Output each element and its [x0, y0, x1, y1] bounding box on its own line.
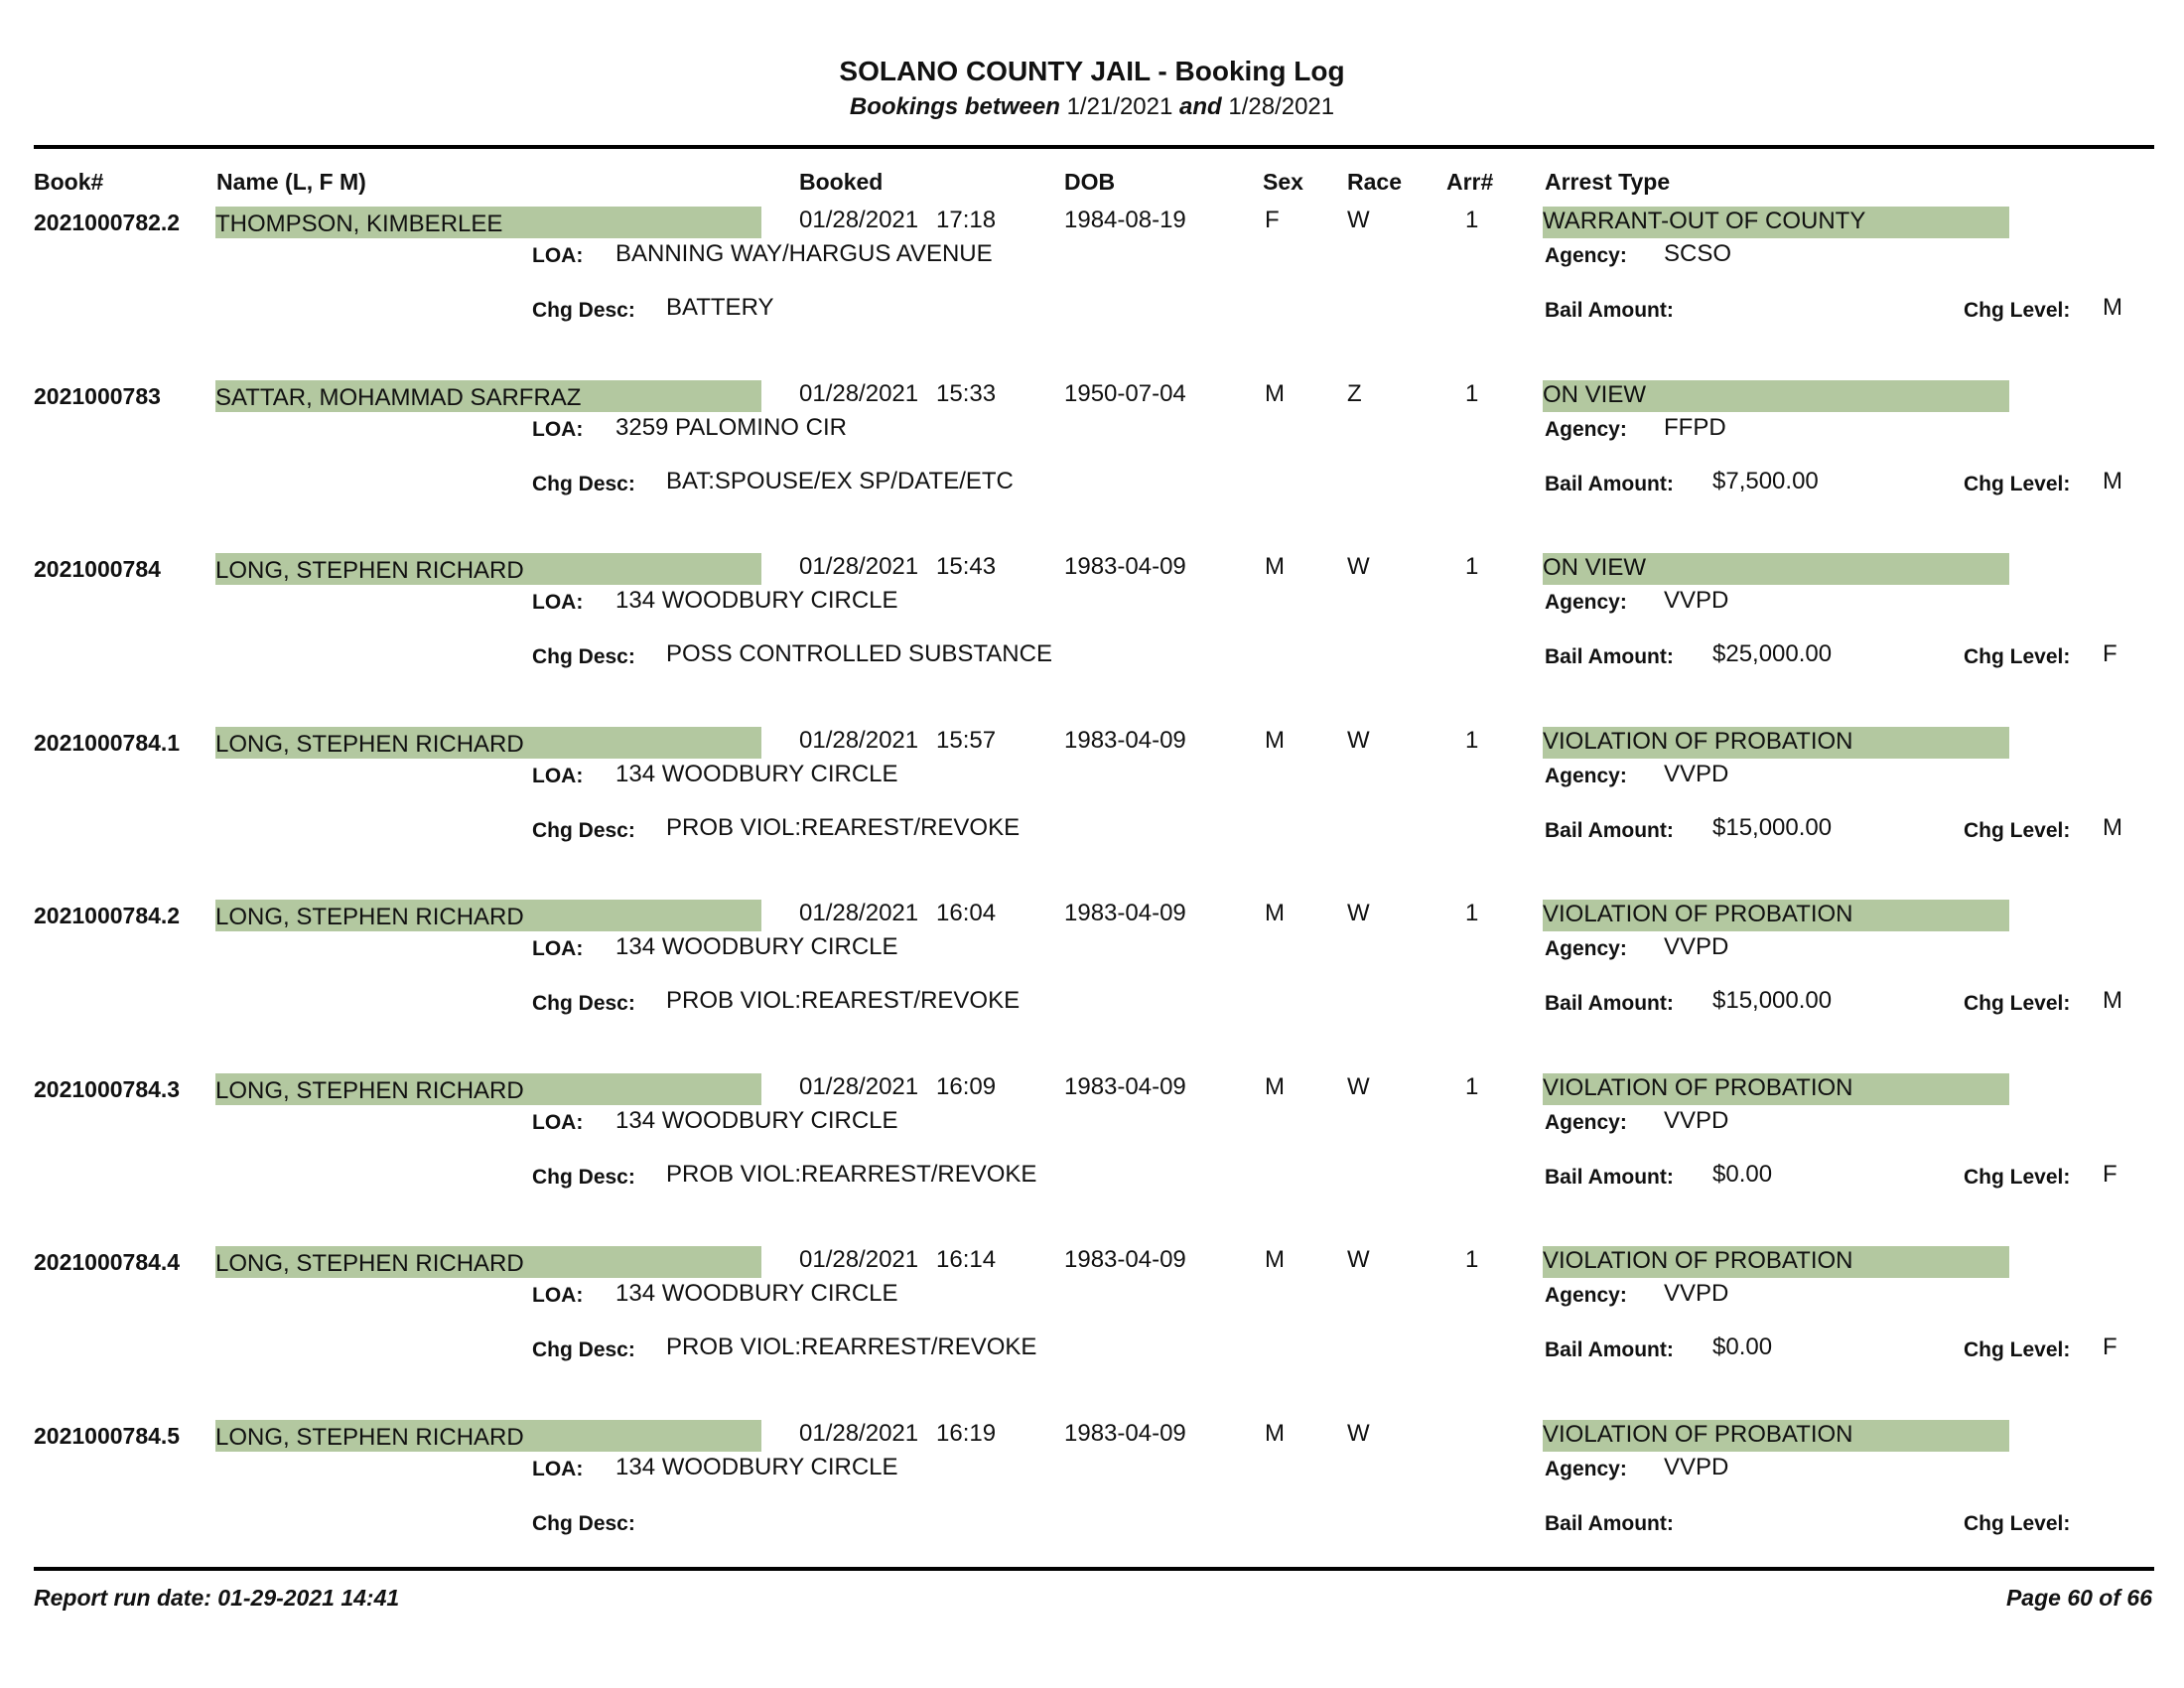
chg-desc-value: BATTERY	[666, 294, 774, 321]
booked-date: 01/28/2021	[799, 553, 919, 580]
booking-record	[0, 1216, 2184, 1390]
bail-label: Bail Amount:	[1545, 645, 1674, 668]
chg-desc-label: Chg Desc:	[532, 1165, 635, 1189]
arrest-type: WARRANT-OUT OF COUNTY	[1543, 207, 2009, 238]
booking-record	[0, 1390, 2184, 1564]
report-run-date: Report run date: 01-29-2021 14:41	[34, 1585, 400, 1611]
book-number: 2021000784.1	[34, 729, 181, 756]
race-value: W	[1347, 207, 1370, 233]
booking-record	[0, 870, 2184, 1044]
arr-value: 1	[1465, 207, 1479, 233]
arr-value: 1	[1465, 553, 1479, 580]
dob-value: 1983-04-09	[1064, 553, 1186, 580]
sex-value: F	[1265, 207, 1280, 233]
loa-label: LOA:	[532, 1284, 584, 1307]
agency-label: Agency:	[1545, 1284, 1627, 1307]
col-arrest-type: Arrest Type	[1545, 169, 1671, 195]
chg-desc-label: Chg Desc:	[532, 645, 635, 668]
race-value: W	[1347, 726, 1370, 754]
inmate-name: THOMPSON, KIMBERLEE	[215, 207, 761, 238]
chg-desc-value: BAT:SPOUSE/EX SP/DATE/ETC	[666, 467, 1014, 494]
page-number: Page 60 of 66	[2005, 1585, 2152, 1611]
booked-time: 17:18	[936, 207, 997, 233]
chg-level-label: Chg Level:	[1964, 472, 2071, 495]
loa-value: 134 WOODBURY CIRCLE	[615, 760, 898, 787]
booked-time: 16:09	[936, 1072, 997, 1100]
agency-label: Agency:	[1545, 591, 1627, 614]
arr-value: 1	[1465, 1246, 1479, 1273]
chg-desc-value: PROB VIOL:REAREST/REVOKE	[666, 813, 1021, 841]
arr-value: 1	[1465, 726, 1479, 754]
book-number: 2021000784.2	[34, 903, 181, 928]
bail-value: $15,000.00	[1712, 987, 1833, 1014]
chg-desc-label: Chg Desc:	[532, 992, 635, 1015]
arrest-type: VIOLATION OF PROBATION	[1543, 1420, 2009, 1452]
race-value: Z	[1347, 379, 1362, 407]
bail-label: Bail Amount:	[1545, 472, 1674, 495]
booked-time: 15:57	[936, 726, 997, 754]
subtitle-and: and	[1179, 93, 1222, 120]
dob-value: 1983-04-09	[1064, 726, 1186, 754]
bail-label: Bail Amount:	[1545, 299, 1674, 322]
booking-record	[0, 351, 2184, 524]
booked-time: 16:19	[936, 1419, 997, 1447]
loa-label: LOA:	[532, 591, 584, 614]
chg-desc-value: PROB VIOL:REAREST/REVOKE	[666, 987, 1021, 1014]
loa-label: LOA:	[532, 764, 584, 787]
booked-time: 15:33	[936, 379, 997, 407]
col-booked: Booked	[799, 169, 884, 195]
sex-value: M	[1265, 1419, 1285, 1447]
chg-desc-label: Chg Desc:	[532, 472, 635, 495]
col-arr: Arr#	[1446, 169, 1494, 195]
agency-value: VVPD	[1664, 933, 1729, 960]
chg-level-label: Chg Level:	[1964, 1511, 2071, 1535]
chg-level-label: Chg Level:	[1964, 992, 2071, 1015]
loa-value: 134 WOODBURY CIRCLE	[615, 587, 898, 614]
inmate-name: LONG, STEPHEN RICHARD	[215, 727, 761, 759]
book-number: 2021000783	[34, 382, 161, 409]
chg-desc-label: Chg Desc:	[532, 1338, 635, 1361]
dob-value: 1983-04-09	[1064, 1419, 1186, 1447]
loa-value: 134 WOODBURY CIRCLE	[615, 933, 898, 960]
arrest-type: ON VIEW	[1543, 380, 2009, 412]
agency-label: Agency:	[1545, 1457, 1627, 1480]
inmate-name: LONG, STEPHEN RICHARD	[215, 1420, 761, 1452]
race-value: W	[1347, 900, 1370, 926]
chg-level-value: M	[2103, 467, 2122, 494]
bail-value: $15,000.00	[1712, 813, 1833, 841]
book-number: 2021000784.5	[34, 1422, 181, 1449]
header-rule	[34, 145, 2154, 149]
race-value: W	[1347, 553, 1370, 580]
chg-level-label: Chg Level:	[1964, 1338, 2071, 1361]
agency-value: VVPD	[1664, 760, 1729, 787]
race-value: W	[1347, 1419, 1370, 1447]
agency-value: FFPD	[1664, 413, 1726, 441]
chg-level-value: M	[2103, 294, 2122, 321]
bail-label: Bail Amount:	[1545, 1338, 1674, 1361]
sex-value: M	[1265, 900, 1285, 926]
loa-label: LOA:	[532, 244, 584, 267]
loa-label: LOA:	[532, 1457, 584, 1480]
dob-value: 1984-08-19	[1064, 207, 1186, 233]
sex-value: M	[1265, 726, 1285, 754]
chg-desc-value: POSS CONTROLLED SUBSTANCE	[666, 640, 1052, 667]
arr-value: 1	[1465, 1072, 1479, 1100]
sex-value: M	[1265, 1246, 1285, 1273]
bail-label: Bail Amount:	[1545, 1165, 1674, 1189]
arr-value: 1	[1465, 900, 1479, 926]
col-dob: DOB	[1064, 169, 1116, 195]
sex-value: M	[1265, 553, 1285, 580]
date-from: 1/21/2021	[1066, 93, 1173, 120]
arrest-type: ON VIEW	[1543, 553, 2009, 585]
arrest-type: VIOLATION OF PROBATION	[1543, 900, 2009, 931]
inmate-name: SATTAR, MOHAMMAD SARFRAZ	[215, 380, 761, 412]
dob-value: 1983-04-09	[1064, 1246, 1186, 1273]
inmate-name: LONG, STEPHEN RICHARD	[215, 900, 761, 931]
agency-value: VVPD	[1664, 1280, 1729, 1307]
agency-label: Agency:	[1545, 1110, 1627, 1134]
booked-date: 01/28/2021	[799, 1246, 919, 1273]
book-number: 2021000784.4	[34, 1249, 181, 1275]
booked-date: 01/28/2021	[799, 900, 919, 926]
bail-value: $25,000.00	[1712, 640, 1833, 667]
agency-value: VVPD	[1664, 587, 1729, 614]
dob-value: 1950-07-04	[1064, 379, 1186, 407]
bail-value: $7,500.00	[1712, 467, 1819, 494]
chg-desc-label: Chg Desc:	[532, 818, 635, 842]
book-number: 2021000784.3	[34, 1075, 181, 1102]
bail-value: $0.00	[1712, 1160, 1773, 1188]
race-value: W	[1347, 1246, 1370, 1273]
loa-label: LOA:	[532, 1110, 584, 1134]
agency-label: Agency:	[1545, 764, 1627, 787]
arr-value: 1	[1465, 379, 1479, 407]
booked-date: 01/28/2021	[799, 1419, 919, 1447]
chg-desc-label: Chg Desc:	[532, 299, 635, 322]
chg-desc-value: PROB VIOL:REARREST/REVOKE	[666, 1160, 1037, 1188]
booked-time: 16:14	[936, 1246, 997, 1273]
sex-value: M	[1265, 379, 1285, 407]
footer-rule	[34, 1567, 2154, 1571]
agency-label: Agency:	[1545, 937, 1627, 960]
bail-label: Bail Amount:	[1545, 992, 1674, 1015]
col-book: Book#	[34, 169, 104, 195]
booked-date: 01/28/2021	[799, 207, 919, 233]
chg-desc-value: PROB VIOL:REARREST/REVOKE	[666, 1334, 1037, 1360]
booking-record	[0, 697, 2184, 871]
agency-value: SCSO	[1664, 240, 1732, 267]
sex-value: M	[1265, 1072, 1285, 1100]
chg-level-value: F	[2103, 1160, 2117, 1188]
book-number: 2021000782.2	[34, 210, 181, 235]
chg-level-value: F	[2103, 1334, 2117, 1360]
report-title: SOLANO COUNTY JAIL - Booking Log	[839, 56, 1345, 86]
booked-date: 01/28/2021	[799, 1072, 919, 1100]
col-name: Name (L, F M)	[216, 169, 366, 195]
col-race: Race	[1347, 169, 1402, 195]
loa-value: 134 WOODBURY CIRCLE	[615, 1106, 898, 1134]
loa-value: 134 WOODBURY CIRCLE	[615, 1280, 898, 1307]
agency-label: Agency:	[1545, 417, 1627, 441]
arrest-type: VIOLATION OF PROBATION	[1543, 1246, 2009, 1278]
chg-level-label: Chg Level:	[1964, 818, 2071, 842]
booked-date: 01/28/2021	[799, 379, 919, 407]
loa-label: LOA:	[532, 937, 584, 960]
loa-label: LOA:	[532, 417, 584, 441]
loa-value: 134 WOODBURY CIRCLE	[615, 1453, 898, 1480]
booking-record	[0, 177, 2184, 351]
chg-level-value: F	[2103, 640, 2117, 667]
bail-label: Bail Amount:	[1545, 818, 1674, 842]
date-to: 1/28/2021	[1228, 93, 1335, 120]
chg-level-value: M	[2103, 813, 2122, 841]
chg-level-label: Chg Level:	[1964, 1165, 2071, 1189]
booking-record	[0, 523, 2184, 697]
col-sex: Sex	[1263, 169, 1303, 195]
booked-time: 15:43	[936, 553, 997, 580]
booked-date: 01/28/2021	[799, 726, 919, 754]
inmate-name: LONG, STEPHEN RICHARD	[215, 1073, 761, 1105]
loa-value: 3259 PALOMINO CIR	[615, 413, 847, 441]
bail-value: $0.00	[1712, 1334, 1773, 1360]
inmate-name: LONG, STEPHEN RICHARD	[215, 1246, 761, 1278]
chg-level-label: Chg Level:	[1964, 299, 2071, 322]
chg-level-label: Chg Level:	[1964, 645, 2071, 668]
dob-value: 1983-04-09	[1064, 1072, 1186, 1100]
booked-time: 16:04	[936, 900, 997, 926]
arrest-type: VIOLATION OF PROBATION	[1543, 1073, 2009, 1105]
report-subtitle	[0, 93, 2184, 121]
agency-value: VVPD	[1664, 1453, 1729, 1480]
inmate-name: LONG, STEPHEN RICHARD	[215, 553, 761, 585]
subtitle-prefix: Bookings between	[849, 93, 1060, 120]
race-value: W	[1347, 1072, 1370, 1100]
agency-value: VVPD	[1664, 1106, 1729, 1134]
booking-record	[0, 1044, 2184, 1217]
chg-level-value: M	[2103, 987, 2122, 1014]
chg-desc-label: Chg Desc:	[532, 1511, 635, 1535]
arrest-type: VIOLATION OF PROBATION	[1543, 727, 2009, 759]
book-number: 2021000784	[34, 556, 161, 582]
dob-value: 1983-04-09	[1064, 900, 1186, 926]
agency-label: Agency:	[1545, 244, 1627, 267]
bail-label: Bail Amount:	[1545, 1511, 1674, 1535]
loa-value: BANNING WAY/HARGUS AVENUE	[615, 240, 993, 267]
